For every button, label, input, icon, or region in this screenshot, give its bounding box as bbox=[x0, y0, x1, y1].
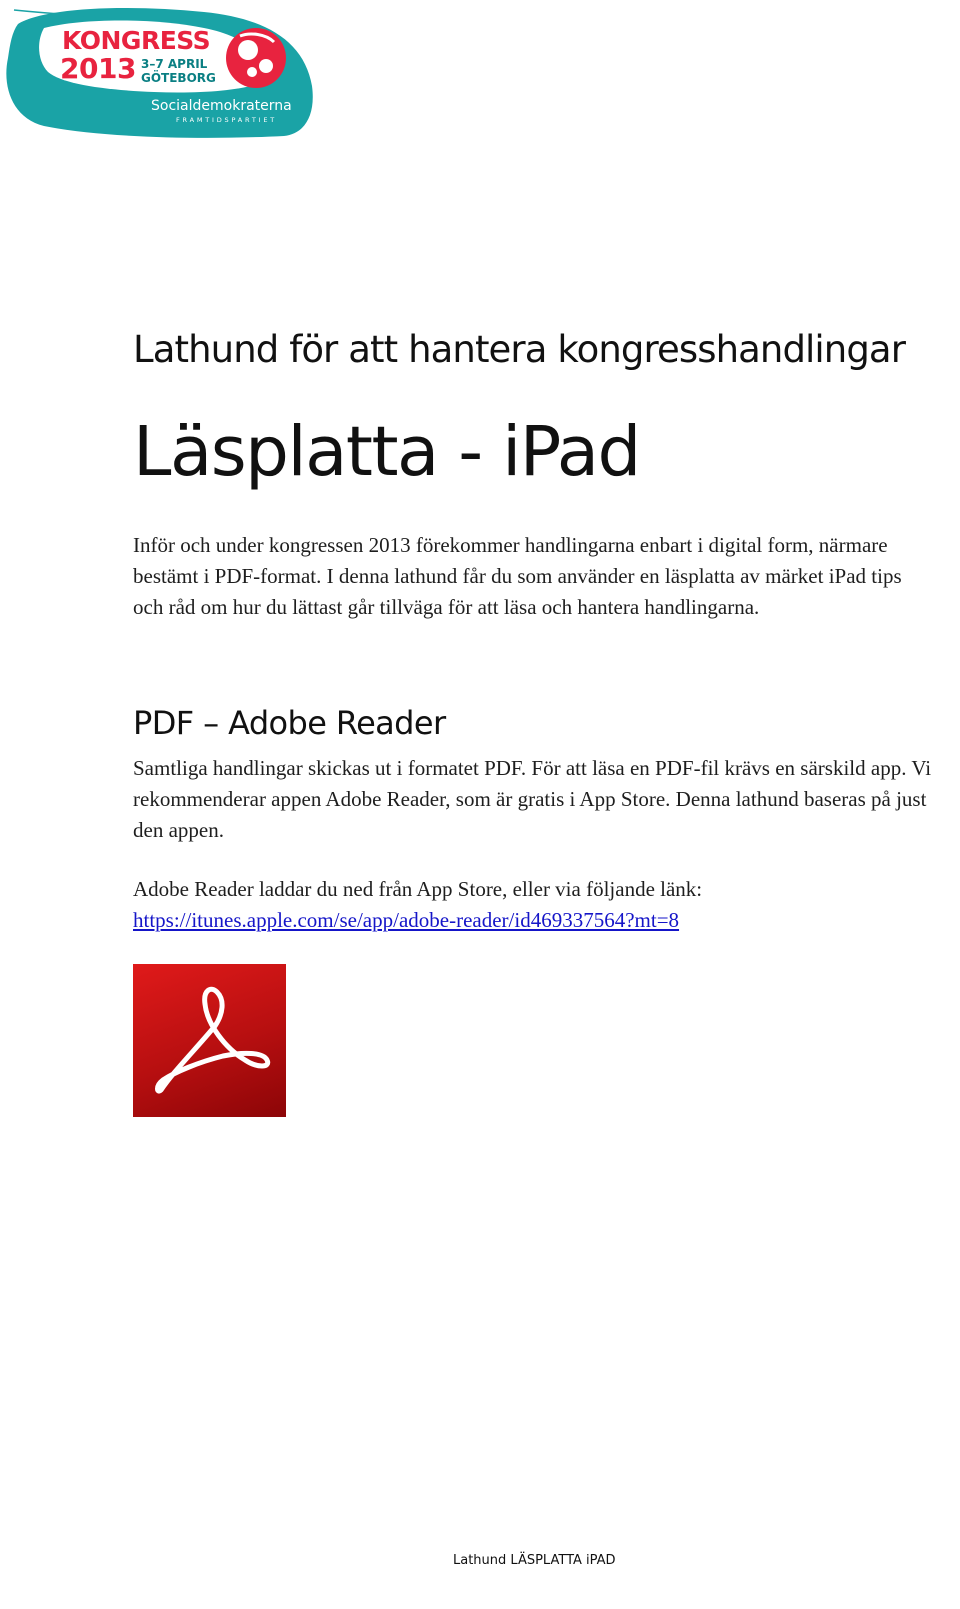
download-text: Adobe Reader laddar du ned från App Store, eller via följande länk: bbox=[133, 877, 703, 901]
intro-paragraph: Inför och under kongressen 2013 förekommer handlingarna enbart i digital form, närmare bestämt i PDF-format. I denna lathund får du som använder en läsplatta av märket iPad tips och råd om hur du lättast går tillväga för att läsa och hantera handlingarna. bbox=[133, 533, 902, 619]
rose-icon bbox=[226, 28, 286, 88]
logo-date-text: 3–7 APRIL bbox=[141, 57, 208, 71]
logo-year-text: 2013 bbox=[60, 52, 136, 85]
logo-tagline-text: FRAMTIDSPARTIET bbox=[176, 116, 278, 124]
document-subtitle: Lathund för att hantera kongresshandlingar bbox=[133, 328, 906, 371]
logo-party-text: Socialdemokraterna bbox=[151, 98, 292, 114]
pdf-section-paragraph: Samtliga handlingar skickas ut i formatet PDF. För att läsa en PDF-fil krävs en särskild app. Vi rekommenderar appen Adobe Reader, som är gratis i App Store. Denna lathund baseras på just den appen. bbox=[133, 756, 932, 842]
app-store-link[interactable]: https://itunes.apple.com/se/app/adobe-reader/id469337564?mt=8 bbox=[133, 908, 680, 932]
logo-kongress-text: KONGRESS bbox=[62, 26, 211, 55]
adobe-swirl-icon bbox=[133, 964, 286, 1117]
logo-city-text: GÖTEBORG bbox=[141, 71, 216, 85]
section-heading-pdf: PDF – Adobe Reader bbox=[133, 704, 446, 742]
download-paragraph bbox=[133, 874, 933, 936]
footer-text: Lathund LÄSPLATTA iPAD bbox=[453, 1553, 616, 1568]
adobe-reader-icon bbox=[133, 964, 286, 1117]
kongress-logo bbox=[4, 6, 316, 140]
document-title: Läsplatta - iPad bbox=[133, 412, 640, 492]
